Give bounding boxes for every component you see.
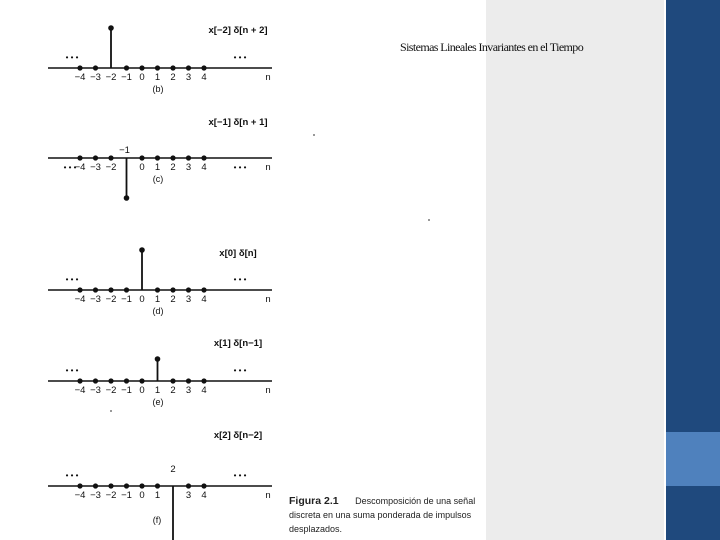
ellipsis-right: • • • bbox=[233, 366, 247, 375]
sample-dot bbox=[170, 65, 175, 70]
tick-label: −4 bbox=[74, 294, 86, 305]
caption-label: Figura 2.1 bbox=[289, 495, 339, 507]
tick-label: 0 bbox=[139, 294, 145, 305]
sample-dot bbox=[139, 378, 144, 383]
panel-formula: x[1] δ[n−1] bbox=[213, 338, 263, 349]
sample-dot bbox=[186, 65, 191, 70]
tick-label: 0 bbox=[139, 490, 145, 501]
panel-formula: x[0] δ[n] bbox=[219, 248, 257, 259]
sample-dot bbox=[201, 378, 206, 383]
sample-dot bbox=[124, 483, 129, 488]
sample-dot bbox=[124, 65, 129, 70]
panel-id-label: (b) bbox=[152, 84, 164, 94]
impulse-head bbox=[155, 356, 161, 362]
sample-dot bbox=[155, 287, 160, 292]
sample-dot bbox=[108, 378, 113, 383]
tick-label: −3 bbox=[90, 385, 101, 396]
sample-dot bbox=[201, 287, 206, 292]
impulse-value-label: −1 bbox=[119, 145, 130, 156]
panel-id-label: (c) bbox=[152, 174, 164, 184]
sample-dot bbox=[124, 287, 129, 292]
tick-label: −3 bbox=[90, 162, 101, 173]
tick-label: −1 bbox=[121, 294, 132, 305]
tick-label: 1 bbox=[154, 490, 161, 501]
tick-label: −1 bbox=[121, 490, 132, 501]
sample-dot bbox=[93, 287, 98, 292]
tick-label: −1 bbox=[121, 385, 132, 396]
tick-label: 1 bbox=[154, 385, 161, 396]
panel-id-label: (e) bbox=[152, 397, 164, 407]
tick-label: 3 bbox=[185, 162, 192, 173]
tick-label: −2 bbox=[105, 162, 117, 173]
axis-variable-label: n bbox=[265, 385, 271, 396]
sample-dot bbox=[108, 483, 113, 488]
tick-label: 4 bbox=[201, 162, 207, 173]
sample-dot bbox=[170, 287, 175, 292]
sample-dot bbox=[155, 65, 160, 70]
axis-variable-label: n bbox=[265, 490, 271, 501]
sample-dot bbox=[186, 155, 191, 160]
tick-label: −4 bbox=[74, 162, 86, 173]
sample-dot bbox=[139, 483, 144, 488]
tick-label: −3 bbox=[90, 490, 101, 501]
tick-label: −4 bbox=[74, 490, 86, 501]
tick-label: −2 bbox=[105, 294, 117, 305]
tick-label: −2 bbox=[105, 490, 117, 501]
panel-formula: x[2] δ[n−2] bbox=[213, 430, 263, 441]
tick-label: 1 bbox=[154, 72, 161, 83]
impulse-head bbox=[139, 247, 145, 253]
tick-label: 1 bbox=[154, 162, 161, 173]
impulse-head bbox=[108, 25, 114, 31]
tick-label: 2 bbox=[170, 294, 176, 305]
axis-variable-label: n bbox=[265, 162, 271, 173]
scan-speck bbox=[428, 219, 430, 221]
sample-dot bbox=[108, 155, 113, 160]
sample-dot bbox=[77, 378, 82, 383]
sample-dot bbox=[77, 287, 82, 292]
slide-title: Sistemas Lineales Invariantes en el Tiempo bbox=[400, 40, 584, 54]
tick-label: 3 bbox=[185, 385, 192, 396]
sample-dot bbox=[155, 483, 160, 488]
sample-dot bbox=[170, 155, 175, 160]
tick-label: 0 bbox=[139, 162, 145, 173]
tick-label: −3 bbox=[90, 294, 101, 305]
sample-dot bbox=[93, 378, 98, 383]
sample-dot bbox=[155, 155, 160, 160]
tick-label: 2 bbox=[170, 385, 176, 396]
panel-formula: x[−2] δ[n + 2] bbox=[208, 25, 268, 36]
tick-label: −2 bbox=[105, 385, 117, 396]
tick-label: −4 bbox=[74, 72, 86, 83]
tick-label: 0 bbox=[139, 385, 145, 396]
ellipsis-right: • • • bbox=[233, 471, 247, 480]
ellipsis-right: • • • bbox=[233, 53, 247, 62]
sample-dot bbox=[77, 483, 82, 488]
tick-label: 4 bbox=[201, 490, 207, 501]
panel-formula: x[−1] δ[n + 1] bbox=[208, 117, 268, 128]
tick-label: 4 bbox=[201, 294, 207, 305]
sample-dot bbox=[77, 155, 82, 160]
panel-id-label: (d) bbox=[152, 306, 164, 316]
ellipsis-left: • • • bbox=[65, 53, 79, 62]
sample-dot bbox=[77, 65, 82, 70]
sample-dot bbox=[93, 155, 98, 160]
sample-dot bbox=[201, 65, 206, 70]
tick-label: −1 bbox=[121, 72, 132, 83]
sample-dot bbox=[108, 287, 113, 292]
sample-dot bbox=[93, 483, 98, 488]
impulse-head bbox=[124, 195, 130, 201]
sample-dot bbox=[201, 155, 206, 160]
sample-dot bbox=[186, 287, 191, 292]
sample-dot bbox=[124, 378, 129, 383]
axis-variable-label: n bbox=[265, 72, 271, 83]
caption-text: Descomposición de una señal discreta en una suma ponderada de impulsos desplazados. bbox=[289, 496, 476, 534]
panel-id-label: (f) bbox=[152, 515, 162, 525]
ellipsis-left: • • • bbox=[65, 366, 79, 375]
ellipsis-right: • • • bbox=[233, 163, 247, 172]
ellipsis-left: • • • bbox=[65, 471, 79, 480]
tick-label: 2 bbox=[170, 72, 176, 83]
tick-label: −3 bbox=[90, 72, 101, 83]
tick-label: −4 bbox=[74, 385, 86, 396]
scan-speck bbox=[110, 410, 112, 412]
tick-label: 1 bbox=[154, 294, 161, 305]
sample-dot bbox=[139, 65, 144, 70]
scan-speck bbox=[313, 134, 315, 136]
impulse-value-label: 2 bbox=[170, 464, 176, 475]
axis-variable-label: n bbox=[265, 294, 271, 305]
tick-label: −2 bbox=[105, 72, 117, 83]
sample-dot bbox=[170, 378, 175, 383]
sample-dot bbox=[186, 378, 191, 383]
ellipsis-left: • • • bbox=[65, 275, 79, 284]
tick-label: 2 bbox=[170, 162, 176, 173]
ellipsis-right: • • • bbox=[233, 275, 247, 284]
sample-dot bbox=[139, 155, 144, 160]
tick-label: 0 bbox=[139, 72, 145, 83]
tick-label: 4 bbox=[201, 385, 207, 396]
tick-label: 3 bbox=[185, 490, 192, 501]
tick-label: 3 bbox=[185, 294, 192, 305]
sample-dot bbox=[93, 65, 98, 70]
tick-label: 4 bbox=[201, 72, 207, 83]
tick-label: 3 bbox=[185, 72, 192, 83]
figure-caption bbox=[289, 494, 489, 536]
sample-dot bbox=[186, 483, 191, 488]
ellipsis-left: • • • bbox=[63, 163, 77, 172]
sample-dot bbox=[201, 483, 206, 488]
